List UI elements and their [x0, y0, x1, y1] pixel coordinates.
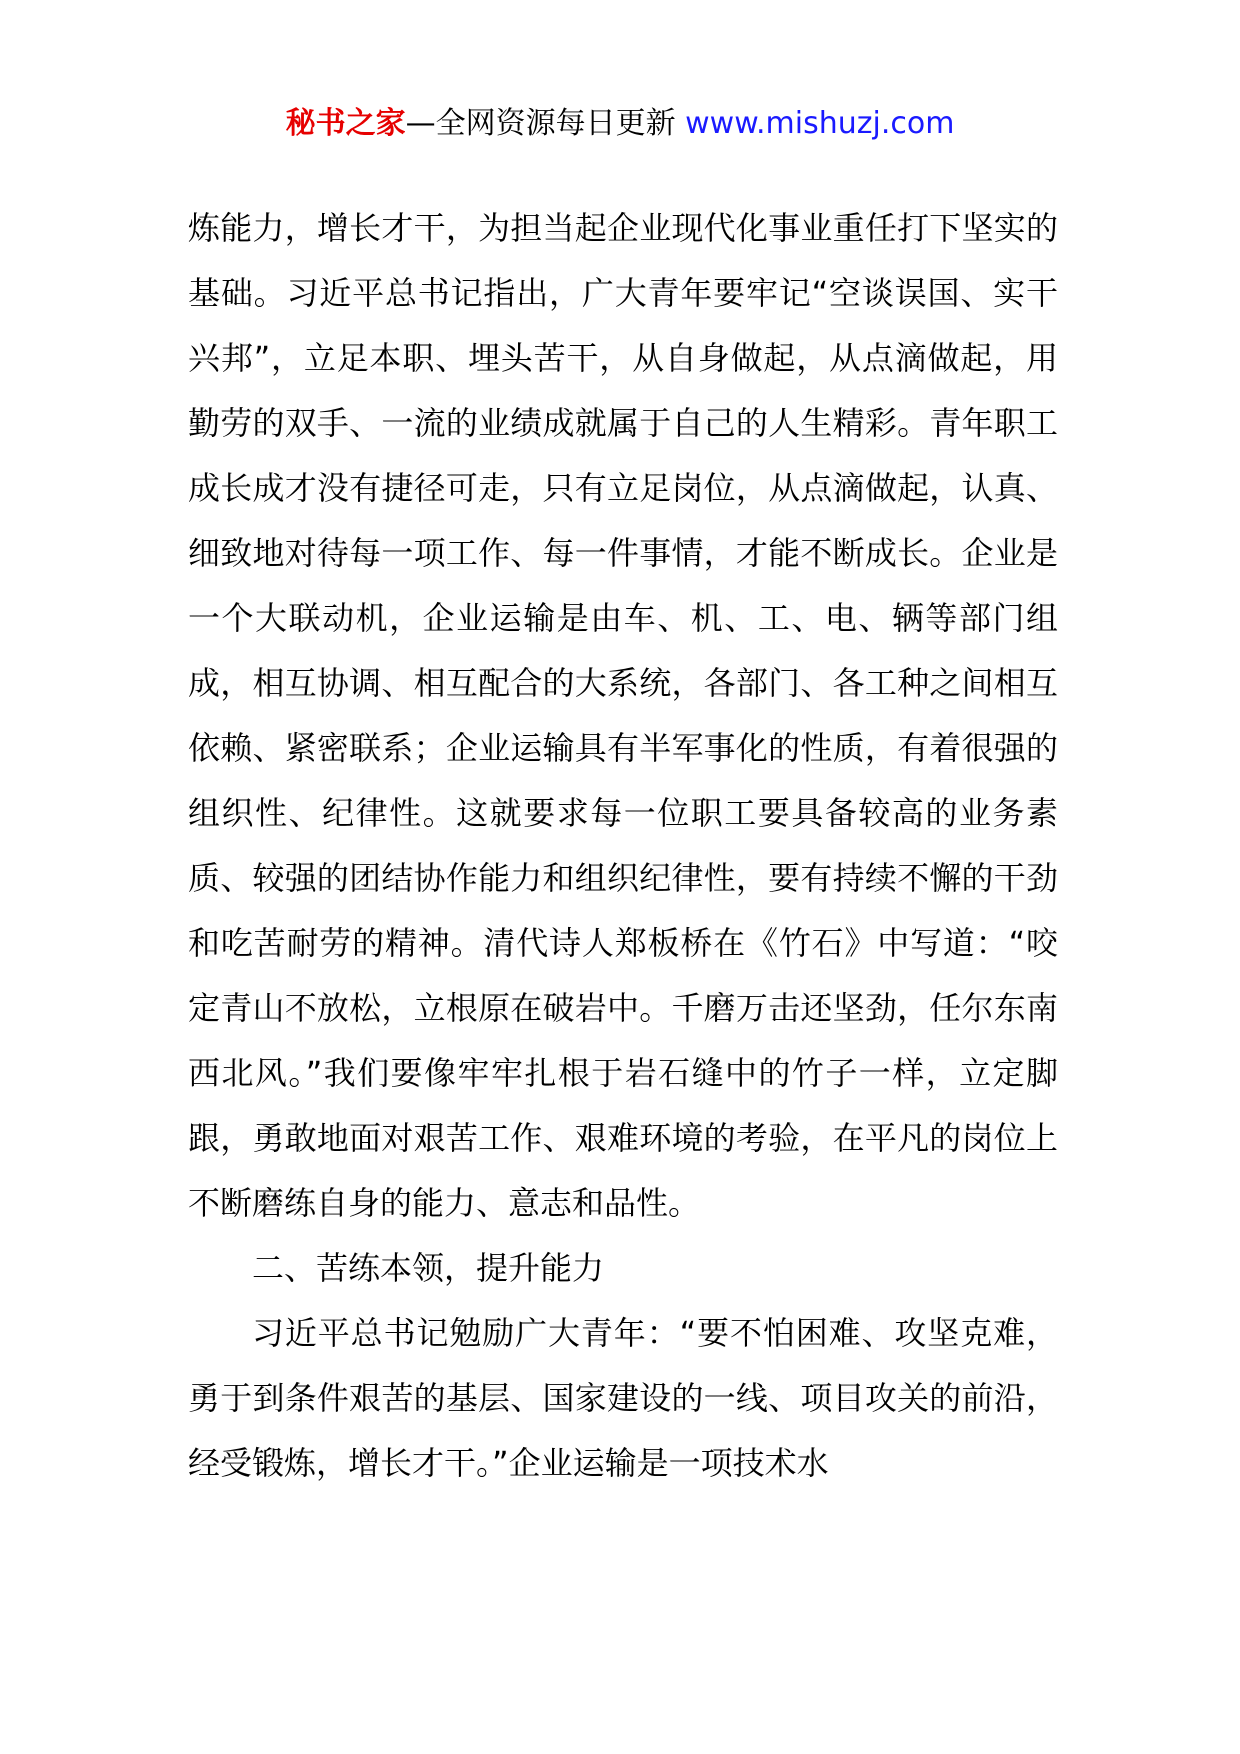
paragraph-continued: 炼能力，增长才干，为担当起企业现代化事业重任打下坚实的基础。习近平总书记指出，广大青年要牢记“空谈误国、实干兴邦”，立足本职、埋头苦干，从自身做起，从点滴做起，用勤劳的双手、一流的业绩成就属于自己的人生精彩。青年职工成长成才没有捷径可走，只有立足岗位，从点滴做起，认真、细致地对待每一项工作、每一件事情，才能不断成长。企业是一个大联动机，企业运输是由车、机、工、电、辆等部门组成，相互协调、相互配合的大系统，各部门、各工种之间相互依赖、紧密联系；企业运输具有半军事化的性质，有着很强的组织性、纪律性。这就要求每一位职工要具备较高的业务素质、较强的团结协作能力和组织纪律性，要有持续不懈的干劲和吃苦耐劳的精神。清代诗人郑板桥在《竹石》中写道：“咬定青山不放松，立根原在破岩中。千磨万击还坚劲，任尔东南西北风。”我们要像牢牢扎根于岩石缝中的竹子一样，立定脚跟，勇敢地面对艰苦工作、艰难环境的考验，在平凡的岗位上不断磨练自身的能力、意志和品性。: [188, 209, 1058, 1222]
website-url[interactable]: www.mishuzj.com: [685, 106, 955, 141]
page-header: [0, 100, 1240, 148]
document-body: [188, 196, 1058, 1496]
brand-name: 秘书之家: [285, 106, 406, 141]
header-slogan: —全网资源每日更新: [405, 106, 686, 141]
paragraph-section-two: 习近平总书记勉励广大青年：“要不怕困难、攻坚克难，勇于到条件艰苦的基层、国家建设的一线、项目攻关的前沿，经受锻炼，增长才干。”企业运输是一项技术水: [188, 1314, 1058, 1482]
section-heading: 二、苦练本领，提升能力: [252, 1249, 605, 1287]
